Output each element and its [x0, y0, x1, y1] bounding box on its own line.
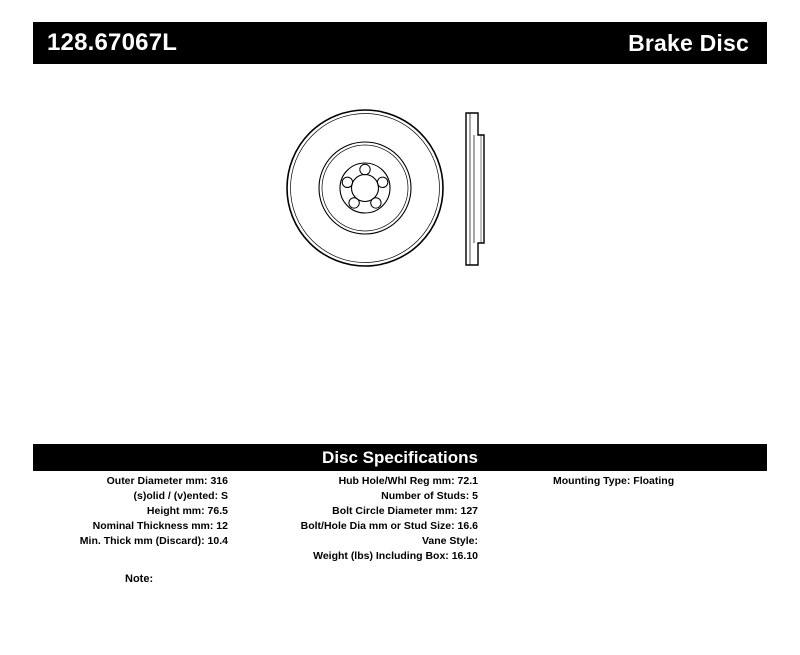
- spec-item: (s)olid / (v)ented: S: [133, 490, 228, 502]
- rotor-edge-view: [466, 113, 484, 265]
- header-bar: [33, 22, 767, 64]
- note-label: Note:: [125, 573, 154, 585]
- spec-item: Vane Style:: [421, 535, 478, 547]
- specs-body: [33, 474, 767, 594]
- specs-section-title: Disc Specifications: [322, 447, 478, 467]
- rotor-drawing: [270, 95, 550, 285]
- spec-item: Bolt Circle Diameter mm: 127: [332, 505, 478, 517]
- spec-item: Outer Diameter mm: 316: [106, 475, 228, 487]
- specs-column-right: [553, 474, 767, 489]
- specs-column-left: [33, 474, 228, 549]
- rotor-drawing-svg: [270, 95, 550, 285]
- specs-column-middle: [248, 474, 478, 564]
- spec-item: Mounting Type: Floating: [553, 475, 675, 487]
- part-number: 128.67067L: [47, 29, 178, 56]
- spec-item: Bolt/Hole Dia mm or Stud Size: 16.6: [300, 520, 478, 532]
- spec-item: Height mm: 76.5: [146, 505, 228, 517]
- spec-item: Min. Thick mm (Discard): 10.4: [79, 535, 228, 547]
- spec-item: Nominal Thickness mm: 12: [92, 520, 228, 532]
- specs-header-bar: [33, 444, 767, 471]
- spec-item: Weight (lbs) Including Box: 16.10: [313, 550, 478, 562]
- page-title: Brake Disc: [628, 29, 749, 56]
- spec-item: Number of Studs: 5: [381, 490, 478, 502]
- spec-item: Hub Hole/Whl Reg mm: 72.1: [338, 475, 478, 487]
- rotor-face-view: [287, 110, 443, 266]
